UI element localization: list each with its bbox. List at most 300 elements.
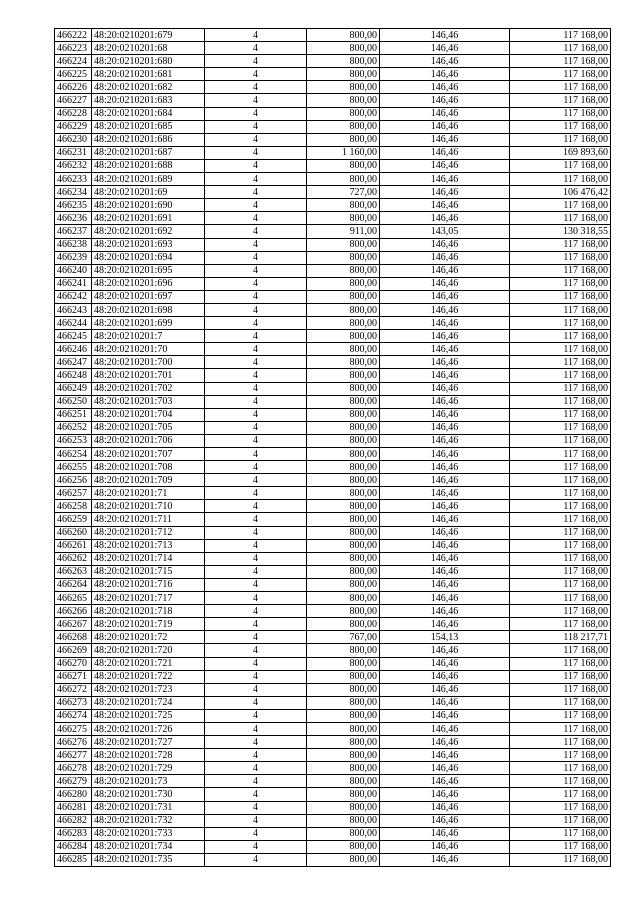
row-number-cell: 466224 (55, 55, 92, 68)
cadastral-value-cell: 117 168,00 (510, 317, 611, 330)
cadastral-number-cell: 48:20:0210201:734 (92, 840, 205, 853)
class-code-cell: 4 (205, 552, 307, 565)
class-code-cell: 4 (205, 186, 307, 199)
class-code-cell: 4 (205, 343, 307, 356)
unit-rate-cell: 146,46 (380, 199, 510, 212)
area-cell: 800,00 (307, 709, 380, 722)
cadastral-number-cell: 48:20:0210201:691 (92, 212, 205, 225)
table-row (55, 369, 611, 382)
row-number-cell: 466228 (55, 107, 92, 120)
cadastral-value-cell: 117 168,00 (510, 421, 611, 434)
class-code-cell: 4 (205, 526, 307, 539)
unit-rate-cell: 146,46 (380, 277, 510, 290)
cadastral-number-cell: 48:20:0210201:687 (92, 146, 205, 159)
class-code-cell: 4 (205, 709, 307, 722)
cadastral-value-cell: 117 168,00 (510, 749, 611, 762)
table-row (55, 81, 611, 94)
unit-rate-cell: 146,46 (380, 81, 510, 94)
table-row (55, 827, 611, 840)
area-cell: 800,00 (307, 513, 380, 526)
area-cell: 1 160,00 (307, 146, 380, 159)
cadastral-number-cell: 48:20:0210201:709 (92, 474, 205, 487)
table-row (55, 605, 611, 618)
unit-rate-cell: 146,46 (380, 513, 510, 526)
cadastral-value-cell: 117 168,00 (510, 238, 611, 251)
cadastral-value-cell: 117 168,00 (510, 199, 611, 212)
table-row (55, 29, 611, 42)
unit-rate-cell: 146,46 (380, 644, 510, 657)
class-code-cell: 4 (205, 683, 307, 696)
class-code-cell: 4 (205, 605, 307, 618)
table-row (55, 526, 611, 539)
table-row (55, 565, 611, 578)
class-code-cell: 4 (205, 251, 307, 264)
cadastral-value-cell: 117 168,00 (510, 500, 611, 513)
row-number-cell: 466257 (55, 487, 92, 500)
row-number-cell: 466283 (55, 827, 92, 840)
cadastral-number-cell: 48:20:0210201:680 (92, 55, 205, 68)
row-number-cell: 466229 (55, 120, 92, 133)
class-code-cell: 4 (205, 592, 307, 605)
area-cell: 800,00 (307, 565, 380, 578)
cadastral-value-cell: 117 168,00 (510, 277, 611, 290)
cadastral-number-cell: 48:20:0210201:713 (92, 539, 205, 552)
cadastral-number-cell: 48:20:0210201:728 (92, 749, 205, 762)
cadastral-value-cell: 117 168,00 (510, 55, 611, 68)
table-row (55, 251, 611, 264)
area-cell: 800,00 (307, 670, 380, 683)
unit-rate-cell: 146,46 (380, 290, 510, 303)
cadastral-number-cell: 48:20:0210201:711 (92, 513, 205, 526)
area-cell: 800,00 (307, 434, 380, 447)
area-cell: 800,00 (307, 618, 380, 631)
cadastral-value-cell: 117 168,00 (510, 107, 611, 120)
table-row (55, 736, 611, 749)
cadastral-value-cell: 118 217,71 (510, 631, 611, 644)
cadastral-number-cell: 48:20:0210201:712 (92, 526, 205, 539)
cadastral-number-cell: 48:20:0210201:730 (92, 788, 205, 801)
cadastral-value-cell: 117 168,00 (510, 159, 611, 172)
cadastral-number-cell: 48:20:0210201:723 (92, 683, 205, 696)
row-number-cell: 466272 (55, 683, 92, 696)
unit-rate-cell: 146,46 (380, 238, 510, 251)
cadastral-value-cell: 117 168,00 (510, 94, 611, 107)
cadastral-number-cell: 48:20:0210201:70 (92, 343, 205, 356)
class-code-cell: 4 (205, 264, 307, 277)
row-number-cell: 466241 (55, 277, 92, 290)
table-row (55, 448, 611, 461)
class-code-cell: 4 (205, 840, 307, 853)
cadastral-number-cell: 48:20:0210201:69 (92, 186, 205, 199)
class-code-cell: 4 (205, 696, 307, 709)
unit-rate-cell: 146,46 (380, 186, 510, 199)
unit-rate-cell: 146,46 (380, 94, 510, 107)
cadastral-value-cell: 117 168,00 (510, 461, 611, 474)
cadastral-value-cell: 169 893,60 (510, 146, 611, 159)
row-number-cell: 466251 (55, 408, 92, 421)
row-number-cell: 466274 (55, 709, 92, 722)
row-number-cell: 466266 (55, 605, 92, 618)
table-row (55, 539, 611, 552)
area-cell: 800,00 (307, 487, 380, 500)
row-number-cell: 466282 (55, 814, 92, 827)
cadastral-value-cell: 117 168,00 (510, 644, 611, 657)
unit-rate-cell: 146,46 (380, 212, 510, 225)
class-code-cell: 4 (205, 107, 307, 120)
row-number-cell: 466230 (55, 133, 92, 146)
cadastral-number-cell: 48:20:0210201:718 (92, 605, 205, 618)
table-row (55, 42, 611, 55)
cadastral-number-cell: 48:20:0210201:726 (92, 722, 205, 735)
cadastral-value-cell: 117 168,00 (510, 369, 611, 382)
unit-rate-cell: 146,46 (380, 448, 510, 461)
area-cell: 800,00 (307, 81, 380, 94)
class-code-cell: 4 (205, 303, 307, 316)
class-code-cell: 4 (205, 801, 307, 814)
row-number-cell: 466269 (55, 644, 92, 657)
unit-rate-cell: 146,46 (380, 762, 510, 775)
row-number-cell: 466252 (55, 421, 92, 434)
unit-rate-cell: 146,46 (380, 592, 510, 605)
cadastral-value-cell: 117 168,00 (510, 212, 611, 225)
cadastral-number-cell: 48:20:0210201:72 (92, 631, 205, 644)
cadastral-number-cell: 48:20:0210201:688 (92, 159, 205, 172)
area-cell: 800,00 (307, 853, 380, 866)
class-code-cell: 4 (205, 42, 307, 55)
row-number-cell: 466256 (55, 474, 92, 487)
unit-rate-cell: 146,46 (380, 814, 510, 827)
unit-rate-cell: 146,46 (380, 801, 510, 814)
area-cell: 800,00 (307, 722, 380, 735)
class-code-cell: 4 (205, 68, 307, 81)
cadastral-number-cell: 48:20:0210201:715 (92, 565, 205, 578)
cadastral-number-cell: 48:20:0210201:716 (92, 578, 205, 591)
unit-rate-cell: 146,46 (380, 565, 510, 578)
row-number-cell: 466231 (55, 146, 92, 159)
area-cell: 800,00 (307, 788, 380, 801)
unit-rate-cell: 146,46 (380, 107, 510, 120)
unit-rate-cell: 146,46 (380, 408, 510, 421)
row-number-cell: 466250 (55, 395, 92, 408)
table-row (55, 330, 611, 343)
cadastral-value-cell: 117 168,00 (510, 670, 611, 683)
unit-rate-cell: 146,46 (380, 618, 510, 631)
unit-rate-cell: 146,46 (380, 788, 510, 801)
table-body (55, 29, 611, 867)
unit-rate-cell: 146,46 (380, 775, 510, 788)
cadastral-value-cell: 117 168,00 (510, 709, 611, 722)
table-row (55, 120, 611, 133)
area-cell: 800,00 (307, 421, 380, 434)
row-number-cell: 466238 (55, 238, 92, 251)
class-code-cell: 4 (205, 212, 307, 225)
cadastral-number-cell: 48:20:0210201:68 (92, 42, 205, 55)
row-number-cell: 466260 (55, 526, 92, 539)
area-cell: 800,00 (307, 212, 380, 225)
row-number-cell: 466223 (55, 42, 92, 55)
row-number-cell: 466237 (55, 225, 92, 238)
cadastral-number-cell: 48:20:0210201:722 (92, 670, 205, 683)
area-cell: 800,00 (307, 251, 380, 264)
class-code-cell: 4 (205, 369, 307, 382)
class-code-cell: 4 (205, 853, 307, 866)
class-code-cell: 4 (205, 578, 307, 591)
area-cell: 800,00 (307, 343, 380, 356)
unit-rate-cell: 146,46 (380, 421, 510, 434)
table-row (55, 461, 611, 474)
table-row (55, 395, 611, 408)
area-cell: 800,00 (307, 762, 380, 775)
area-cell: 800,00 (307, 696, 380, 709)
cadastral-number-cell: 48:20:0210201:682 (92, 81, 205, 94)
unit-rate-cell: 146,46 (380, 657, 510, 670)
unit-rate-cell: 146,46 (380, 173, 510, 186)
area-cell: 800,00 (307, 448, 380, 461)
cadastral-number-cell: 48:20:0210201:727 (92, 736, 205, 749)
cadastral-value-cell: 117 168,00 (510, 382, 611, 395)
cadastral-number-cell: 48:20:0210201:725 (92, 709, 205, 722)
cadastral-value-cell: 117 168,00 (510, 552, 611, 565)
class-code-cell: 4 (205, 238, 307, 251)
table-row (55, 238, 611, 251)
unit-rate-cell: 146,46 (380, 696, 510, 709)
unit-rate-cell: 146,46 (380, 356, 510, 369)
cadastral-value-cell: 117 168,00 (510, 526, 611, 539)
table-row (55, 552, 611, 565)
row-number-cell: 466264 (55, 578, 92, 591)
cadastral-number-cell: 48:20:0210201:681 (92, 68, 205, 81)
unit-rate-cell: 146,46 (380, 605, 510, 618)
table-row (55, 696, 611, 709)
table-row (55, 356, 611, 369)
cadastral-value-cell: 117 168,00 (510, 42, 611, 55)
cadastral-value-cell: 117 168,00 (510, 801, 611, 814)
cadastral-value-cell: 117 168,00 (510, 133, 611, 146)
cadastral-value-cell: 130 318,55 (510, 225, 611, 238)
unit-rate-cell: 146,46 (380, 670, 510, 683)
area-cell: 800,00 (307, 382, 380, 395)
table-row (55, 421, 611, 434)
area-cell: 800,00 (307, 749, 380, 762)
table-row (55, 408, 611, 421)
unit-rate-cell: 146,46 (380, 840, 510, 853)
row-number-cell: 466276 (55, 736, 92, 749)
row-number-cell: 466232 (55, 159, 92, 172)
table-row (55, 264, 611, 277)
row-number-cell: 466225 (55, 68, 92, 81)
table-row (55, 709, 611, 722)
unit-rate-cell: 146,46 (380, 749, 510, 762)
unit-rate-cell: 146,46 (380, 474, 510, 487)
table-row (55, 277, 611, 290)
table-row (55, 853, 611, 866)
table-row (55, 762, 611, 775)
table-row (55, 840, 611, 853)
unit-rate-cell: 146,46 (380, 722, 510, 735)
cadastral-value-cell: 117 168,00 (510, 683, 611, 696)
table-row (55, 303, 611, 316)
cadastral-number-cell: 48:20:0210201:700 (92, 356, 205, 369)
unit-rate-cell: 146,46 (380, 120, 510, 133)
cadastral-number-cell: 48:20:0210201:679 (92, 29, 205, 42)
unit-rate-cell: 146,46 (380, 369, 510, 382)
cadastral-value-cell: 117 168,00 (510, 722, 611, 735)
class-code-cell: 4 (205, 657, 307, 670)
class-code-cell: 4 (205, 565, 307, 578)
row-number-cell: 466233 (55, 173, 92, 186)
cadastral-value-cell: 117 168,00 (510, 356, 611, 369)
table-row (55, 788, 611, 801)
table-row (55, 317, 611, 330)
cadastral-number-cell: 48:20:0210201:724 (92, 696, 205, 709)
cadastral-value-cell: 117 168,00 (510, 120, 611, 133)
cadastral-number-cell: 48:20:0210201:729 (92, 762, 205, 775)
class-code-cell: 4 (205, 173, 307, 186)
row-number-cell: 466281 (55, 801, 92, 814)
row-number-cell: 466255 (55, 461, 92, 474)
area-cell: 800,00 (307, 683, 380, 696)
class-code-cell: 4 (205, 827, 307, 840)
area-cell: 800,00 (307, 277, 380, 290)
cadastral-number-cell: 48:20:0210201:685 (92, 120, 205, 133)
table-row (55, 500, 611, 513)
cadastral-value-cell: 117 168,00 (510, 487, 611, 500)
row-number-cell: 466227 (55, 94, 92, 107)
row-number-cell: 466280 (55, 788, 92, 801)
unit-rate-cell: 146,46 (380, 264, 510, 277)
row-number-cell: 466275 (55, 722, 92, 735)
row-number-cell: 466243 (55, 303, 92, 316)
cadastral-number-cell: 48:20:0210201:71 (92, 487, 205, 500)
class-code-cell: 4 (205, 55, 307, 68)
row-number-cell: 466263 (55, 565, 92, 578)
area-cell: 800,00 (307, 303, 380, 316)
unit-rate-cell: 146,46 (380, 133, 510, 146)
cadastral-number-cell: 48:20:0210201:732 (92, 814, 205, 827)
cadastral-number-cell: 48:20:0210201:710 (92, 500, 205, 513)
unit-rate-cell: 146,46 (380, 382, 510, 395)
area-cell: 800,00 (307, 644, 380, 657)
cadastral-number-cell: 48:20:0210201:73 (92, 775, 205, 788)
row-number-cell: 466235 (55, 199, 92, 212)
area-cell: 800,00 (307, 159, 380, 172)
row-number-cell: 466277 (55, 749, 92, 762)
cadastral-value-cell: 117 168,00 (510, 762, 611, 775)
cadastral-value-cell: 117 168,00 (510, 81, 611, 94)
cadastral-number-cell: 48:20:0210201:731 (92, 801, 205, 814)
cadastral-number-cell: 48:20:0210201:695 (92, 264, 205, 277)
cadastral-value-cell: 117 168,00 (510, 173, 611, 186)
row-number-cell: 466285 (55, 853, 92, 866)
row-number-cell: 466249 (55, 382, 92, 395)
cadastral-value-cell: 117 168,00 (510, 736, 611, 749)
cadastral-value-cell: 117 168,00 (510, 840, 611, 853)
table-row (55, 107, 611, 120)
unit-rate-cell: 154,13 (380, 631, 510, 644)
cadastral-number-cell: 48:20:0210201:714 (92, 552, 205, 565)
class-code-cell: 4 (205, 631, 307, 644)
cadastral-value-cell: 117 168,00 (510, 68, 611, 81)
row-number-cell: 466254 (55, 448, 92, 461)
row-number-cell: 466222 (55, 29, 92, 42)
row-number-cell: 466236 (55, 212, 92, 225)
cadastral-number-cell: 48:20:0210201:693 (92, 238, 205, 251)
row-number-cell: 466242 (55, 290, 92, 303)
table-row (55, 159, 611, 172)
table-row (55, 722, 611, 735)
class-code-cell: 4 (205, 120, 307, 133)
cadastral-number-cell: 48:20:0210201:720 (92, 644, 205, 657)
class-code-cell: 4 (205, 330, 307, 343)
cadastral-value-cell: 117 168,00 (510, 448, 611, 461)
class-code-cell: 4 (205, 81, 307, 94)
table-row (55, 814, 611, 827)
area-cell: 800,00 (307, 120, 380, 133)
cadastral-value-cell: 117 168,00 (510, 303, 611, 316)
cadastral-number-cell: 48:20:0210201:703 (92, 395, 205, 408)
area-cell: 800,00 (307, 736, 380, 749)
cadastral-value-cell: 117 168,00 (510, 434, 611, 447)
cadastral-value-cell: 117 168,00 (510, 578, 611, 591)
class-code-cell: 4 (205, 788, 307, 801)
cadastral-number-cell: 48:20:0210201:706 (92, 434, 205, 447)
unit-rate-cell: 146,46 (380, 552, 510, 565)
table-row (55, 578, 611, 591)
cadastral-number-cell: 48:20:0210201:692 (92, 225, 205, 238)
area-cell: 800,00 (307, 173, 380, 186)
table-row (55, 683, 611, 696)
unit-rate-cell: 146,46 (380, 827, 510, 840)
area-cell: 800,00 (307, 107, 380, 120)
cadastral-number-cell: 48:20:0210201:705 (92, 421, 205, 434)
cadastral-number-cell: 48:20:0210201:735 (92, 853, 205, 866)
class-code-cell: 4 (205, 395, 307, 408)
table-row (55, 487, 611, 500)
unit-rate-cell: 146,46 (380, 159, 510, 172)
class-code-cell: 4 (205, 736, 307, 749)
class-code-cell: 4 (205, 487, 307, 500)
unit-rate-cell: 146,46 (380, 736, 510, 749)
table-row (55, 775, 611, 788)
area-cell: 800,00 (307, 68, 380, 81)
cadastral-number-cell: 48:20:0210201:708 (92, 461, 205, 474)
cadastral-number-cell: 48:20:0210201:719 (92, 618, 205, 631)
cadastral-value-cell: 117 168,00 (510, 788, 611, 801)
unit-rate-cell: 146,46 (380, 500, 510, 513)
area-cell: 800,00 (307, 840, 380, 853)
class-code-cell: 4 (205, 722, 307, 735)
area-cell: 800,00 (307, 133, 380, 146)
row-number-cell: 466226 (55, 81, 92, 94)
class-code-cell: 4 (205, 159, 307, 172)
area-cell: 800,00 (307, 290, 380, 303)
area-cell: 800,00 (307, 94, 380, 107)
table-row (55, 133, 611, 146)
cadastral-value-cell: 117 168,00 (510, 592, 611, 605)
area-cell: 800,00 (307, 500, 380, 513)
area-cell: 800,00 (307, 199, 380, 212)
class-code-cell: 4 (205, 29, 307, 42)
cadastral-number-cell: 48:20:0210201:698 (92, 303, 205, 316)
table-row (55, 55, 611, 68)
cadastral-number-cell: 48:20:0210201:704 (92, 408, 205, 421)
unit-rate-cell: 146,46 (380, 578, 510, 591)
class-code-cell: 4 (205, 133, 307, 146)
table-row (55, 186, 611, 199)
table-row (55, 146, 611, 159)
cadastral-value-cell: 117 168,00 (510, 827, 611, 840)
class-code-cell: 4 (205, 513, 307, 526)
